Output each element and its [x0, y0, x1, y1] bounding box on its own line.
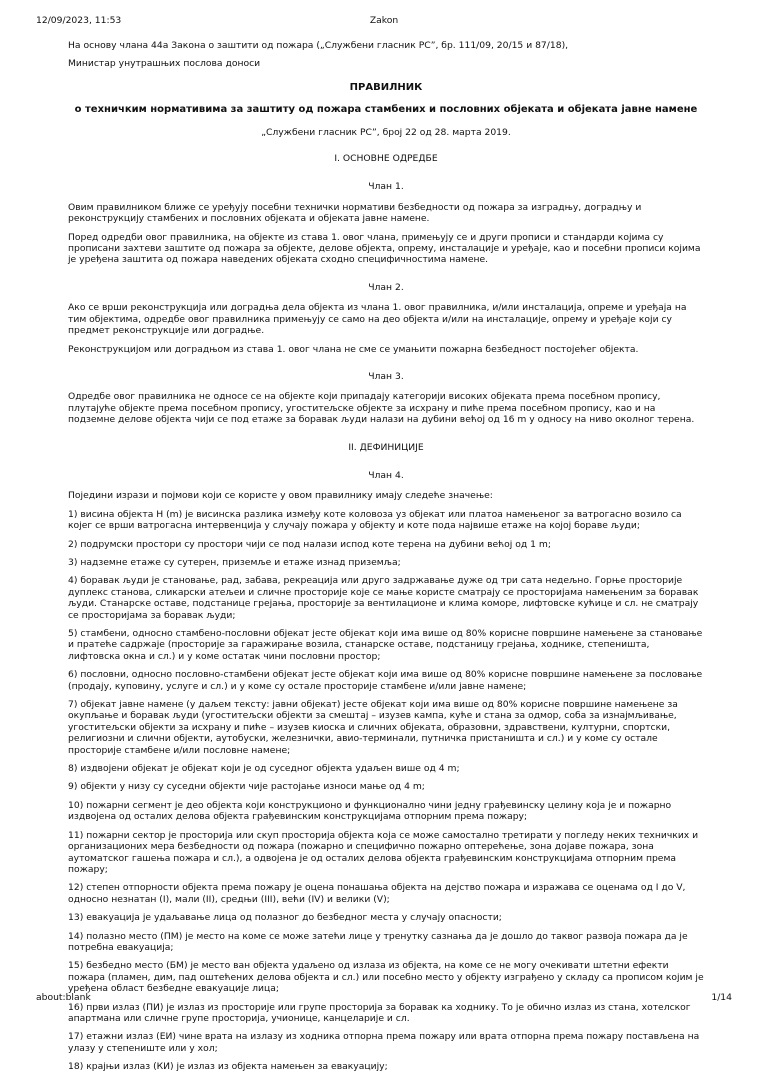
- definition-item: 9) објекти у низу су суседни објекти чије растојање износи мање од 4 m;: [68, 781, 425, 793]
- definition-item: 11) пожарни сектор је просторија или скуп просторија објекта која се може самостално третирати у погледу неких техничких и организационих мера безбедности од пожара (пожарно и специфично пожарно оптерећење, зона дојаве пожара, зона аутоматског гашења пожара и сл.), а одвојена је од осталих делова објекта грађевинским конструкцијама отпорним према пожару;: [68, 829, 699, 875]
- print-header: [0, 15, 768, 29]
- definition-item: 12) степен отпорности објекта према пожару је оцена понашања објекта на дејство пожара и изражава се оценама од I до V, односно незнатан (I), мали (II), средњи (III), већи (IV) и велики (V);: [68, 882, 686, 905]
- document-subtitle: о техничким нормативима за заштиту од пожара стамбених и пословних објеката и објеката јавне намене: [74, 104, 698, 116]
- definition-item: 7) објекат јавне намене (у даљем тексту: јавни објекат) јесте објекат који има више од 80% корисне површине намењене за окупљање и боравак људи (угоститељски објекти за смештај – изузев кампа, куће и стана за одмор, соба за изнајмљивање, угоститељски објекти за исхрану и пиће – изузев киоска и сличних објеката, образовни, здравствени, културни, спортски, религиозни и слични објекти, аутобуски, железнички, авио-терминали, путничка пристаништа и сл.) и у коме су остале просторије стамбене и/или пословне намене;: [68, 699, 678, 756]
- definition-item: 13) евакуација је удаљавање лица од полазног до безбедног места у случају опасности;: [68, 912, 502, 924]
- article-4-heading: Члан 4.: [368, 469, 404, 481]
- definition-item: 5) стамбени, односно стамбено-пословни објекат јесте објекат који има више од 80% корисне површине намењене за становање и пратеће садржаје (просторије за гаражирање возила, станарске оставе, подстаницу грејања, ходнике, степеништа, лифтовска окна и сл.) и у коме остатак чини пословни простор;: [68, 628, 703, 662]
- article-2-paragraph-1: Ако се врши реконструкција или доградња дела објекта из члана 1. овог правилника, и/или инсталација, опреме и уређаја на тим објектима, одредбе овог правилника примењују се само на део објекта и/или на инсталације, опрему и уређаје који су предмет реконструкције или доградње.: [68, 302, 687, 337]
- definition-item: 17) етажни излаз (ЕИ) чине врата на излазу из ходника отпорна према пожару или врата отпорна према пожару постављена на улазу у степениште или у хол;: [68, 1031, 700, 1054]
- definition-item: 10) пожарни сегмент је део објекта који конструкционо и функционално чини једну грађевинску целину која је и пожарно издвојена од осталих делова објекта грађевинским конструкцијама отпорним према пожару;: [68, 799, 672, 823]
- article-3-paragraph-1: Одредбе овог правилника не односе се на објекте који припадају категорији високих објеката према посебном пропису, плутајуће објекте према посебном пропису, угоститељске објекте за исхрану и пиће према посебном пропису, као и на подземне делове објекта чији се под етаже за боравак људи налази на дубини већој од 16 m у односу на ниво околног терена.: [68, 391, 695, 426]
- definition-item: 16) први излаз (ПИ) је излаз из просторије или групе просторија за боравак ка ходнику. То је обично излаз из стана, хотелског апартмана или сличне групе просторија, учионице, канцеларије и сл.: [68, 1001, 691, 1024]
- document-title: ПРАВИЛНИК: [349, 81, 423, 93]
- definition-item: 8) издвојени објекат је објекат који је од суседног објекта удаљен више од 4 m;: [68, 763, 460, 775]
- gazette-reference: „Службени гласник РС”, број 22 од 28. марта 2019.: [261, 126, 511, 138]
- definition-item: 6) пословни, односно пословно-стамбени објекат јесте објекат који има више од 80% корисне површине намењене за пословање (продају, куповину, услуге и сл.) и у коме су остале просторије стамбене и/или јавне намене;: [68, 669, 703, 692]
- document-body: [68, 40, 704, 1080]
- article-1-heading: Члан 1.: [368, 181, 404, 193]
- article-2-heading: Члан 2.: [368, 281, 404, 293]
- article-1-paragraph-1: Овим правилником ближе се уређују посебни технички нормативи безбедности од пожара за изградњу, доградњу и реконструкцију стамбених и пословних објеката и објеката јавне намене.: [68, 201, 642, 225]
- preamble: На основу члана 44а Закона о заштити од пожара („Службени гласник РС”, бр. 111/09, 20/15 и 87/18),: [68, 40, 569, 51]
- print-title: Zakon: [369, 15, 399, 26]
- article-3-heading: Члан 3.: [368, 370, 404, 382]
- definition-item: 4) боравак људи је становање, рад, забава, рекреација или друго задржавање дуже од три сата недељно. Горње просторије дуплекс станова, сликарски атељеи и сличне просторије које се мање користе сматрају се просторијама намењеним за боравак људи. Станарске оставе, подстанице грејања, просторије за вентилационе и клима коморе, лифтовске кућице и сл. не сматрају се просторијама за боравак људи;: [68, 575, 699, 621]
- article-4-intro: Поједини изрази и појмови који се користе у овом правилнику имају следеће значење:: [68, 490, 493, 502]
- print-footer: [0, 992, 768, 1006]
- definition-item: 1) висина објекта H (m) је висинска разлика између коте коловоза уз објекат или платоа намењеног за ватрогасно возило са којег се врши ватрогасна интервенција у случају пожара у објекту и коте пода највише етаже на којој бораве људи;: [68, 508, 682, 532]
- definition-item: 14) полазно место (ПМ) је место на коме се може затећи лице у тренутку сазнања да је дошло до таквог развоја пожара да је потребна евакуација;: [68, 930, 688, 953]
- article-1-paragraph-2: Поред одредби овог правилника, на објекте из става 1. овог члана, примењују се и други прописи и стандарди којима су прописани захтеви заштите од пожара за објекте, делове објекта, опрему, инсталације и уређаје, као и посебни прописи којима је уређена заштита од пожара наведених објеката сходно специфичностима намене.: [68, 231, 701, 266]
- definition-item: 18) крајњи излаз (КИ) је излаз из објекта намењен за евакуацију;: [68, 1061, 388, 1073]
- definition-item: 15) безбедно место (БМ) је место ван објекта удаљено од излаза из објекта, на коме се не могу очекивати штетни ефекти пожара (пламен, дим, пад оштећених делова објекта и сл.) или посебно место у објекту изграђено у складу са прописом којим је уређена област безбедне евакуације лица;: [68, 960, 704, 995]
- print-timestamp: 12/09/2023, 11:53: [36, 15, 122, 26]
- page-number: 1/14: [711, 992, 732, 1003]
- minister-line: Министар унутрашњих послова доноси: [68, 58, 261, 70]
- section-heading-2: II. ДЕФИНИЦИЈЕ: [348, 441, 424, 453]
- section-heading-1: I. ОСНОВНЕ ОДРЕДБЕ: [334, 153, 438, 165]
- print-url: about:blank: [36, 992, 91, 1003]
- definition-item: 2) подрумски простори су простори чији се под налази испод коте терена на дубини већој од 1 m;: [68, 538, 551, 550]
- article-2-paragraph-2: Реконструкцијом или доградњом из става 1. овог члана не сме се умањити пожарна безбедност постојећег објекта.: [68, 343, 639, 355]
- definition-item: 3) надземне етаже су сутерен, приземље и етаже изнад приземља;: [68, 556, 401, 568]
